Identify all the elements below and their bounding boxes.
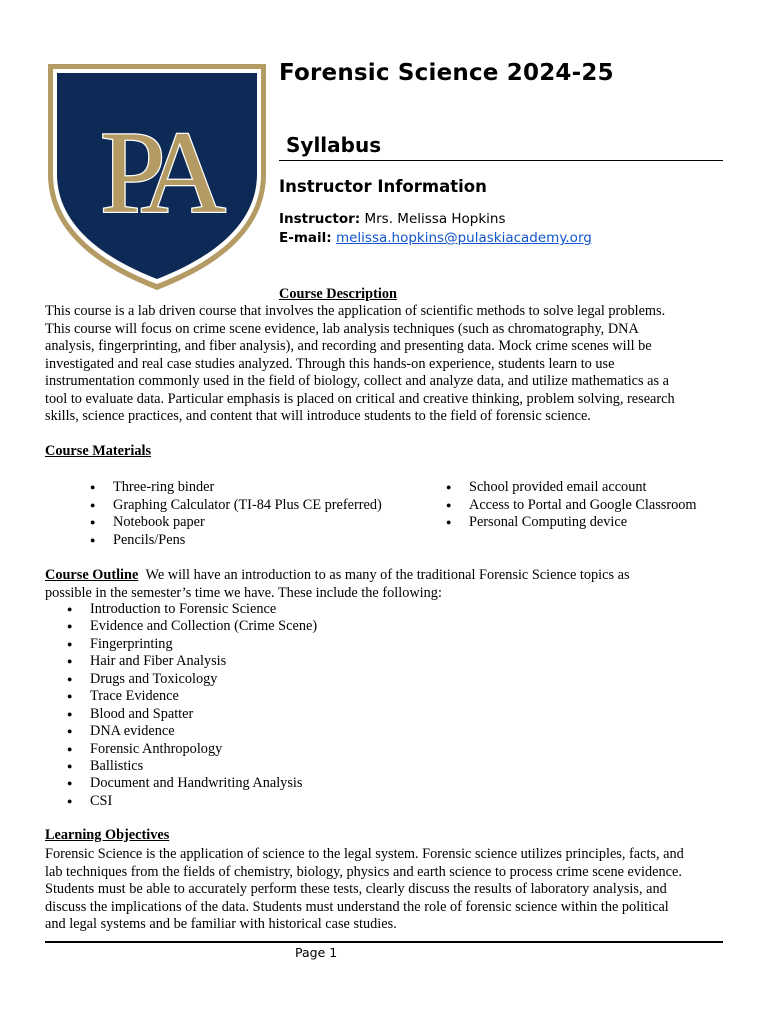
course-outline-heading: Course Outline [45,567,139,583]
list-item: ● Graphing Calculator (TI-84 Plus CE preferred) [90,497,382,515]
objectives-line: and legal systems and be familiar with historical case studies. [45,916,397,932]
shield-logo-text: PA [99,107,213,238]
description-line: analysis, fingerprinting, and fiber analysis), and recording and presenting data. Mock crime scenes will be [45,338,652,354]
course-description-text [45,303,735,426]
course-outline-list [67,601,317,810]
list-item: ● CSI [67,793,317,810]
materials-list-right [446,479,697,532]
objectives-line: Forensic Science is the application of science to the legal system. Forensic science utilizes principles, facts, and [45,846,684,862]
list-item: ● Drugs and Toxicology [67,671,317,688]
list-item: ● Pencils/Pens [90,532,382,550]
outline-intro-line: We will have an introduction to as many of the traditional Forensic Science topics as [145,567,630,583]
instructor-label: Instructor: [279,211,361,227]
instructor-line [279,211,506,227]
email-label: E-mail: [279,230,332,246]
list-item: ● School provided email account [446,479,697,497]
list-item: ● Personal Computing device [446,514,697,532]
course-outline-intro [45,567,735,602]
list-item: ● Three-ring binder [90,479,382,497]
list-item: ● Introduction to Forensic Science [67,601,317,618]
page-number: Page 1 [295,945,338,960]
instructor-name: Mrs. Melissa Hopkins [364,211,506,227]
course-description-heading: Course Description [279,286,397,302]
outline-intro-line: possible in the semester’s time we have. These include the following: [45,584,442,601]
learning-objectives-text [45,846,735,934]
description-line: instrumentation commonly used in the field of biology, collect and analyze data, and utilize mathematics as a [45,373,669,389]
objectives-line: Students must be able to accurately perform these tests, clearly discuss the results of laboratory analysis, and [45,881,667,897]
materials-list-left [90,479,382,549]
email-link[interactable]: melissa.hopkins@pulaskiacademy.org [335,230,592,246]
header-divider [279,160,723,161]
page-title: Forensic Science 2024-25 [279,60,614,86]
footer-divider [45,941,723,943]
list-item: ● Ballistics [67,758,317,775]
list-item: ● Trace Evidence [67,688,317,705]
objectives-line: lab techniques from the fields of chemistry, biology, physics and earth science to process crime scene evidence. [45,863,682,880]
objectives-line: discuss the implications of the data. Students must understand the role of forensic science within the political [45,898,669,915]
list-item: ● Notebook paper [90,514,382,532]
course-materials-heading: Course Materials [45,443,152,459]
instructor-info-heading: Instructor Information [279,177,487,196]
page-subtitle: Syllabus [286,133,382,157]
description-line: tool to evaluate data. Particular emphasis is placed on critical and creative thinking, problem solving, research [45,390,675,407]
list-item: ● Blood and Spatter [67,706,317,723]
list-item: ● Document and Handwriting Analysis [67,775,317,792]
pa-shield-logo [46,62,268,292]
learning-objectives-heading: Learning Objectives [45,827,170,843]
list-item: ● DNA evidence [67,723,317,740]
description-line: skills, science practices, and content that will introduce students to the field of forensic science. [45,408,591,424]
list-item: ● Evidence and Collection (Crime Scene) [67,618,317,635]
description-line: investigated and real case studies analyzed. Through this hands-on experience, students learn to use [45,355,615,372]
list-item: ● Hair and Fiber Analysis [67,653,317,670]
list-item: ● Access to Portal and Google Classroom [446,497,697,515]
list-item: ● Fingerprinting [67,636,317,653]
description-line: This course will focus on crime scene evidence, lab analysis techniques (such as chromatography, DNA [45,320,639,337]
email-line [279,230,592,246]
description-line: This course is a lab driven course that involves the application of scientific methods to solve legal problems. [45,303,666,319]
list-item: ● Forensic Anthropology [67,741,317,758]
